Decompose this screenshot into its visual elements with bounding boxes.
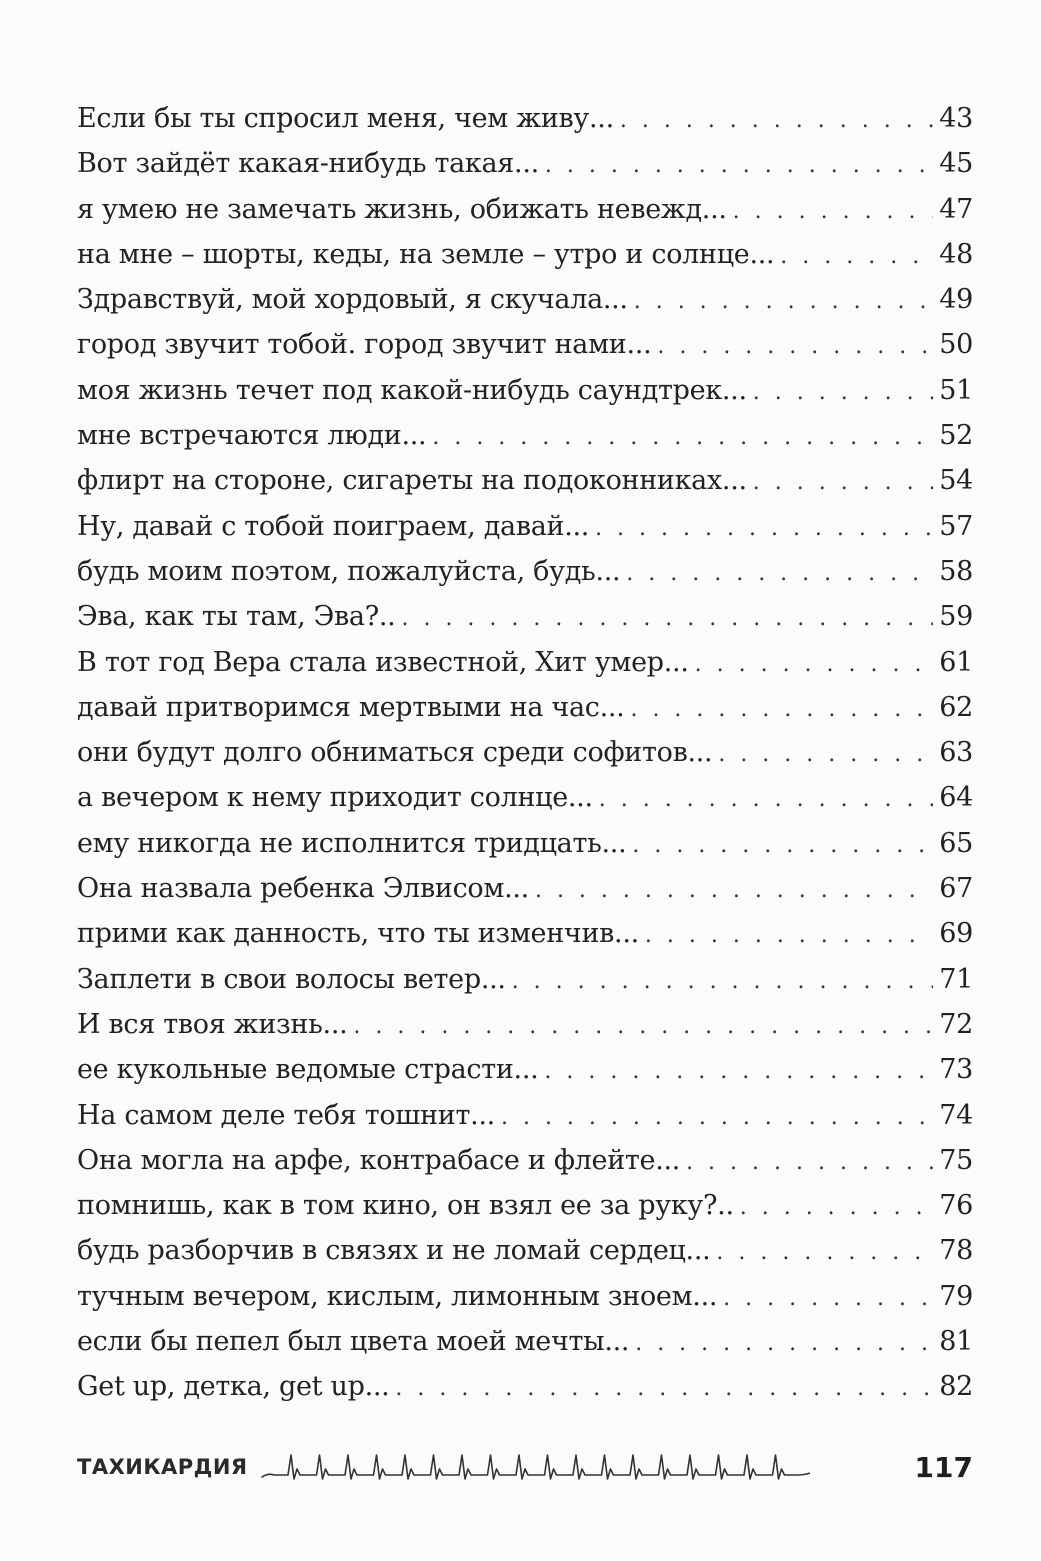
toc-entry xyxy=(77,368,973,413)
toc-entry xyxy=(77,96,973,141)
toc-entry-page: 48 xyxy=(939,238,973,270)
toc-entry xyxy=(77,1274,973,1319)
toc-entry-title: давай притворимся мертвыми на час... xyxy=(77,691,625,723)
dot-leader xyxy=(718,732,933,775)
toc-entry-page: 67 xyxy=(939,873,973,905)
toc-entry xyxy=(77,775,973,820)
toc-entry-title: моя жизнь течет под какой-нибудь саундтрек... xyxy=(77,374,747,406)
toc-entry-title: Она могла на арфе, контрабасе и флейте... xyxy=(77,1144,681,1176)
dot-leader xyxy=(780,234,933,277)
toc-entry-title: В тот год Вера стала известной, Хит умер... xyxy=(77,646,689,678)
dot-leader xyxy=(634,279,934,322)
toc-entry-title: И вся твоя жизнь... xyxy=(77,1008,348,1040)
toc-entry-title: будь моим поэтом, пожалуйста, будь... xyxy=(77,555,621,587)
toc-entry-page: 69 xyxy=(939,918,973,950)
toc-entry-title: мне встречаются люди... xyxy=(77,420,427,452)
toc-entry-page: 58 xyxy=(939,555,973,587)
toc-entry xyxy=(77,1002,973,1047)
dot-leader xyxy=(395,1366,933,1409)
toc-entry-title: На самом деле тебя тошнит... xyxy=(77,1099,495,1131)
toc-entry xyxy=(77,141,973,186)
dot-leader xyxy=(501,1095,933,1138)
toc-entry-title: ему никогда не исполнится тридцать... xyxy=(77,827,627,859)
page-number: 117 xyxy=(914,1450,973,1484)
toc-entry-page: 61 xyxy=(939,646,973,678)
dot-leader xyxy=(401,596,933,639)
toc-entry-page: 79 xyxy=(939,1280,973,1312)
toc-entry-title: Она назвала ребенка Элвисом... xyxy=(77,873,529,905)
dot-leader xyxy=(733,189,934,232)
toc-entry-page: 49 xyxy=(939,284,973,316)
toc-entry xyxy=(77,1319,973,1364)
toc-entry xyxy=(77,413,973,458)
toc-entry-title: на мне – шорты, кеды, на земле – утро и солнце... xyxy=(77,238,775,270)
toc-entry-page: 62 xyxy=(939,691,973,723)
toc-entry-title: я умею не замечать жизнь, обижать невежд... xyxy=(77,193,727,225)
toc-entry xyxy=(77,232,973,277)
toc-entry xyxy=(77,277,973,322)
toc-entry-title: Ну, давай с тобой поиграем, давай... xyxy=(77,510,590,542)
toc-entry-page: 50 xyxy=(939,329,973,361)
toc-entry xyxy=(77,1093,973,1138)
toc-entry xyxy=(77,957,973,1002)
dot-leader xyxy=(595,506,933,549)
dot-leader xyxy=(630,687,933,730)
dot-leader xyxy=(753,370,933,413)
dot-leader xyxy=(723,1276,933,1319)
toc-entry-page: 72 xyxy=(939,1008,973,1040)
dot-leader xyxy=(695,642,934,685)
dot-leader xyxy=(545,143,933,186)
toc-entry-title: тучным вечером, кислым, лимонным зноем... xyxy=(77,1280,718,1312)
dot-leader xyxy=(620,98,933,141)
toc-entry-title: Здравствуй, мой хордовый, я скучала... xyxy=(77,284,628,316)
dot-leader xyxy=(716,1230,933,1273)
toc-entry-title: прими как данность, что ты изменчив... xyxy=(77,918,639,950)
toc-entry xyxy=(77,730,973,775)
toc-entry-page: 43 xyxy=(939,103,973,134)
toc-entry xyxy=(77,821,973,866)
dot-leader xyxy=(657,324,933,367)
dot-leader xyxy=(635,1321,933,1364)
toc-entry xyxy=(77,1047,973,1092)
toc-entry xyxy=(77,685,973,730)
toc-entry xyxy=(77,911,973,956)
toc-entry-page: 45 xyxy=(939,148,973,180)
toc-entry-page: 52 xyxy=(939,420,973,452)
toc-entry-page: 65 xyxy=(939,827,973,859)
toc-entry-title: Если бы ты спросил меня, чем живу... xyxy=(77,103,614,134)
toc-entry-page: 82 xyxy=(939,1371,973,1403)
toc-entry-page: 59 xyxy=(939,601,973,633)
toc-entry-title: Эва, как ты там, Эва?.. xyxy=(77,601,396,633)
dot-leader xyxy=(432,415,933,458)
toc-entry-title: город звучит тобой. город звучит нами... xyxy=(77,329,652,361)
toc-entry xyxy=(77,504,973,549)
dot-leader xyxy=(645,913,933,956)
dot-leader xyxy=(740,1185,934,1228)
toc-entry-title: флирт на стороне, сигареты на подоконниках... xyxy=(77,465,747,497)
toc-entry xyxy=(77,187,973,232)
toc-entry-page: 54 xyxy=(939,465,973,497)
dot-leader xyxy=(753,460,933,503)
dot-leader xyxy=(544,1049,933,1092)
heartbeat-line-icon xyxy=(260,1447,810,1487)
toc-entry-title: они будут долго обниматься среди софитов... xyxy=(77,737,713,769)
toc-entry-title: а вечером к нему приходит солнце... xyxy=(77,782,593,814)
toc-entry-title: Вот зайдёт какая-нибудь такая... xyxy=(77,148,539,180)
toc-entry-page: 81 xyxy=(939,1326,973,1358)
toc-entry-page: 76 xyxy=(939,1190,973,1222)
page-footer xyxy=(77,1442,973,1492)
toc-entry xyxy=(77,594,973,639)
toc-entry-title: Get up, детка, get up... xyxy=(77,1371,390,1403)
running-book-title: ТАХИКАРДИЯ xyxy=(77,1455,248,1479)
toc-entry-page: 63 xyxy=(939,737,973,769)
toc-entry-title: помнишь, как в том кино, он взял ее за руку?.. xyxy=(77,1190,734,1222)
toc-entry-page: 78 xyxy=(939,1235,973,1267)
dot-leader xyxy=(353,1004,933,1047)
dot-leader xyxy=(512,959,934,1002)
toc-entry-page: 51 xyxy=(939,374,973,406)
toc-entry xyxy=(77,866,973,911)
toc-entry-title: Заплети в свои волосы ветер... xyxy=(77,963,506,995)
toc-entry xyxy=(77,1364,973,1409)
toc-entry xyxy=(77,640,973,685)
toc-entry xyxy=(77,458,973,503)
toc-entry-page: 64 xyxy=(939,782,973,814)
dot-leader xyxy=(626,551,933,594)
dot-leader xyxy=(599,777,934,820)
toc-entry-title: если бы пепел был цвета моей мечты... xyxy=(77,1326,630,1358)
dot-leader xyxy=(535,868,933,911)
dot-leader xyxy=(686,1140,933,1183)
toc-entry-page: 74 xyxy=(939,1099,973,1131)
table-of-contents xyxy=(77,96,973,1410)
toc-entry-page: 47 xyxy=(939,193,973,225)
toc-entry xyxy=(77,549,973,594)
toc-entry xyxy=(77,322,973,367)
toc-entry xyxy=(77,1183,973,1228)
toc-entry-title: ее кукольные ведомые страсти... xyxy=(77,1054,539,1086)
toc-entry xyxy=(77,1138,973,1183)
toc-entry-page: 71 xyxy=(939,963,973,995)
toc-entry-page: 57 xyxy=(939,510,973,542)
toc-entry-title: будь разборчив в связях и не ломай сердец... xyxy=(77,1235,711,1267)
dot-leader xyxy=(632,823,933,866)
toc-entry-page: 75 xyxy=(939,1144,973,1176)
toc-entry xyxy=(77,1228,973,1273)
toc-entry-page: 73 xyxy=(939,1054,973,1086)
